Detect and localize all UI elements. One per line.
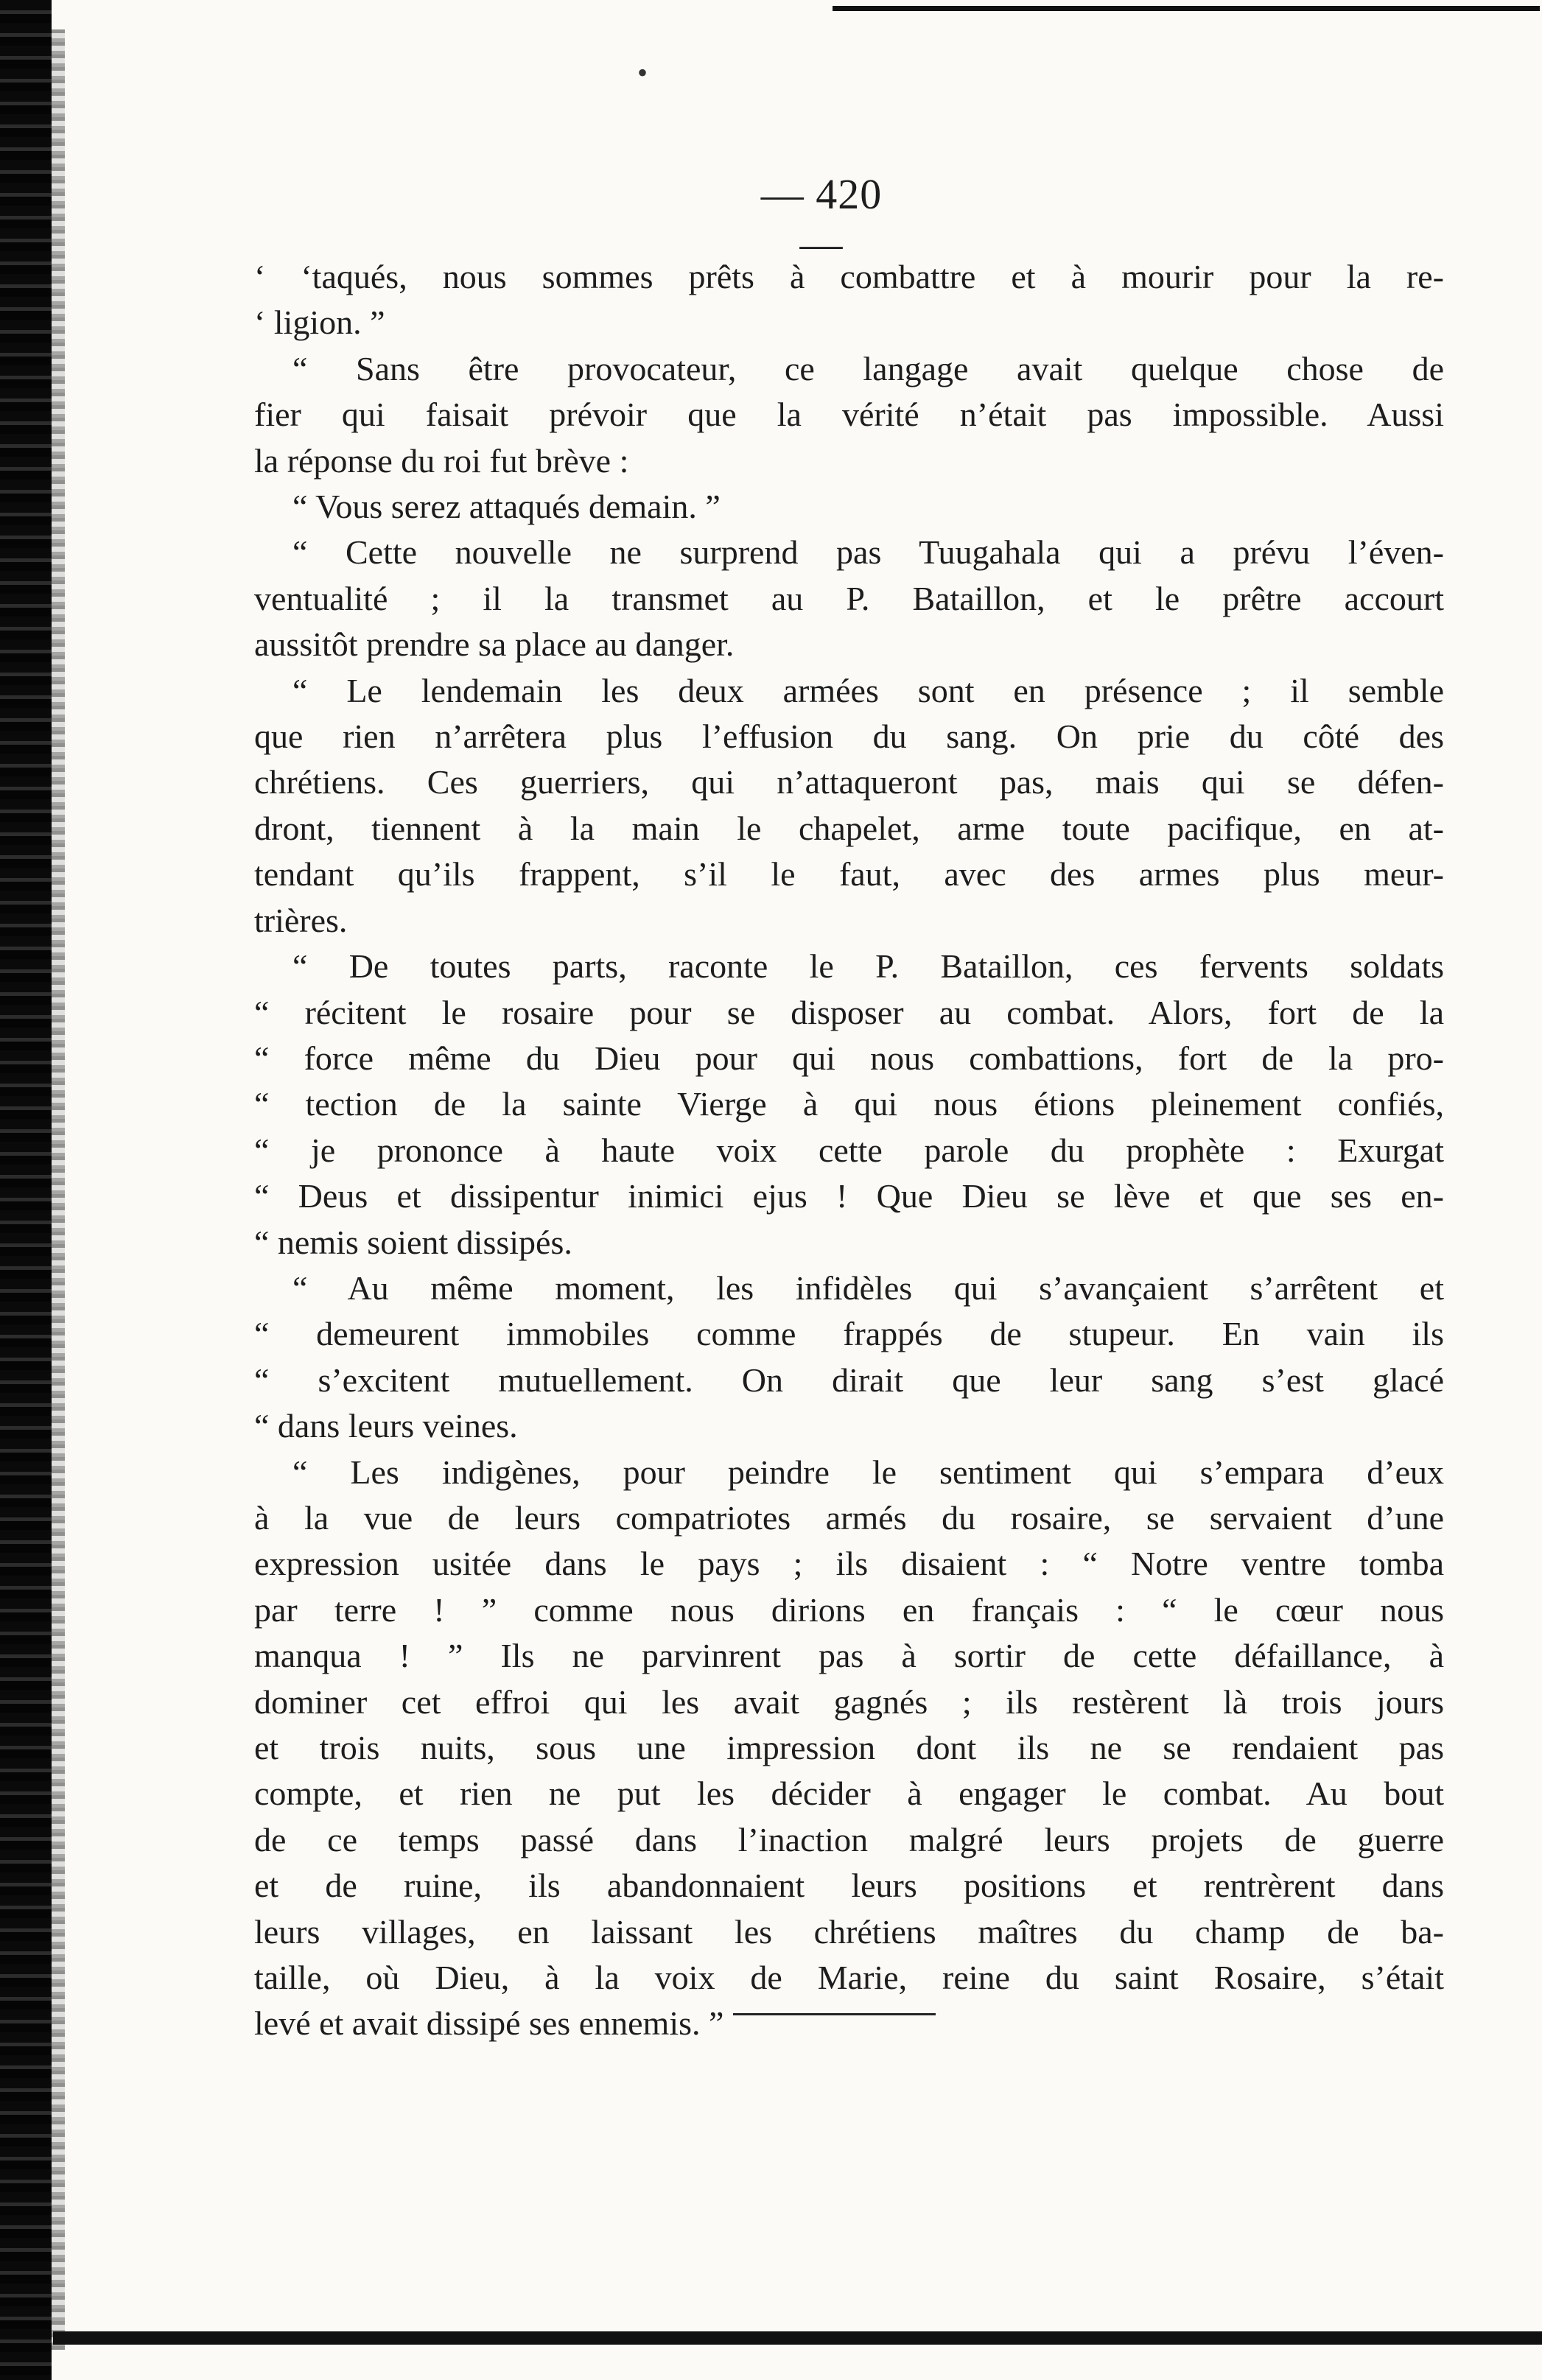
- text-line: “ De toutes parts, raconte le P. Bataillon, ces fervents soldats: [292, 947, 1444, 986]
- text-line: tendant qu’ils frappent, s’il le faut, avec des armes plus meur-: [254, 855, 1444, 894]
- text-line: “ Au même moment, les infidèles qui s’avançaient s’arrêtent et: [292, 1268, 1444, 1307]
- text-line: compte, et rien ne put les décider à engager le combat. Au bout: [254, 1775, 1444, 1813]
- text-line: leurs villages, en laissant les chrétiens maîtres du champ de ba-: [254, 1912, 1444, 1951]
- text-line: “ Cette nouvelle ne surprend pas Tuugahala qui a prévu l’éven-: [292, 533, 1444, 572]
- text-line: et trois nuits, sous une impression dont ils ne se rendaient pas: [254, 1729, 1444, 1766]
- scan-left-border: [0, 0, 52, 2380]
- text-line: “ Les indigènes, pour peindre le sentiment qui s’empara d’eux: [292, 1453, 1444, 1491]
- text-line: “ s’excitent mutuellement. On dirait que leur sang s’est glacé: [254, 1361, 1444, 1399]
- text-line: ‘ ‘taqués, nous sommes prêts à combattre et à mourir pour la re-: [254, 258, 1444, 295]
- text-line: “ Deus et dissipentur inimici ejus ! Que Dieu se lève et que ses en-: [254, 1177, 1444, 1215]
- text-line: trières.: [254, 901, 348, 939]
- text-line: “ force même du Dieu pour qui nous combattions, fort de la pro-: [254, 1039, 1444, 1077]
- scan-top-border: [833, 6, 1540, 11]
- scan-speck: •: [637, 56, 648, 89]
- text-line: aussitôt prendre sa place au danger.: [254, 625, 735, 664]
- text-line: “ récitent le rosaire pour se disposer au combat. Alors, fort de la: [254, 993, 1444, 1031]
- text-line: dront, tiennent à la main le chapelet, arme toute pacifique, en at-: [254, 809, 1444, 847]
- scan-binding-shadow: [52, 29, 65, 2350]
- text-line: chrétiens. Ces guerriers, qui n’attaqueront pas, mais qui se défen-: [254, 763, 1444, 801]
- text-line: ventualité ; il la transmet au P. Bataillon, et le prêtre accourt: [254, 579, 1444, 617]
- text-line: “ Le lendemain les deux armées sont en présence ; il semble: [292, 671, 1444, 709]
- text-line: taille, où Dieu, à la voix de Marie, reine du saint Rosaire, s’était: [254, 1959, 1444, 1997]
- text-line: dominer cet effroi qui les avait gagnés ; ils restèrent là trois jours: [254, 1682, 1444, 1721]
- section-divider: [733, 2013, 936, 2015]
- scan-bottom-border: [53, 2331, 1542, 2345]
- text-line: la réponse du roi fut brève :: [254, 441, 629, 480]
- text-line: “ demeurent immobiles comme frappés de stupeur. En vain ils: [254, 1315, 1444, 1353]
- text-line: à la vue de leurs compatriotes armés du rosaire, se servaient d’une: [254, 1498, 1444, 1537]
- text-line: “ je prononce à haute voix cette parole du prophète : Exurgat: [254, 1131, 1444, 1169]
- text-line: et de ruine, ils abandonnaient leurs positions et rentrèrent dans: [254, 1867, 1444, 1905]
- body-text: [254, 254, 1444, 2047]
- text-line: “ nemis soient dissipés.: [254, 1223, 572, 1261]
- text-line: de ce temps passé dans l’inaction malgré leurs projets de guerre: [254, 1820, 1444, 1858]
- text-line: manqua ! ” Ils ne parvinrent pas à sortir de cette défaillance, à: [254, 1637, 1444, 1675]
- text-line: “ Sans être provocateur, ce langage avait quelque chose de: [292, 349, 1444, 387]
- text-line: par terre ! ” comme nous dirions en français : “ le cœur nous: [254, 1590, 1444, 1629]
- text-line: “ dans leurs veines.: [254, 1407, 518, 1445]
- text-line: fier qui faisait prévoir que la vérité n’était pas impossible. Aussi: [254, 396, 1444, 434]
- text-line: expression usitée dans le pays ; ils disaient : “ Notre ventre tomba: [254, 1545, 1444, 1583]
- text-line: ‘ ligion. ”: [254, 303, 385, 342]
- text-line: que rien n’arrêtera plus l’effusion du sang. On prie du côté des: [254, 717, 1444, 756]
- text-line: levé et avait dissipé ses ennemis. ”: [254, 2004, 724, 2043]
- page-number: — 420 —: [760, 170, 883, 267]
- text-line: “ tection de la sainte Vierge à qui nous étions pleinement confiés,: [254, 1085, 1444, 1123]
- text-line: “ Vous serez attaqués demain. ”: [292, 488, 721, 526]
